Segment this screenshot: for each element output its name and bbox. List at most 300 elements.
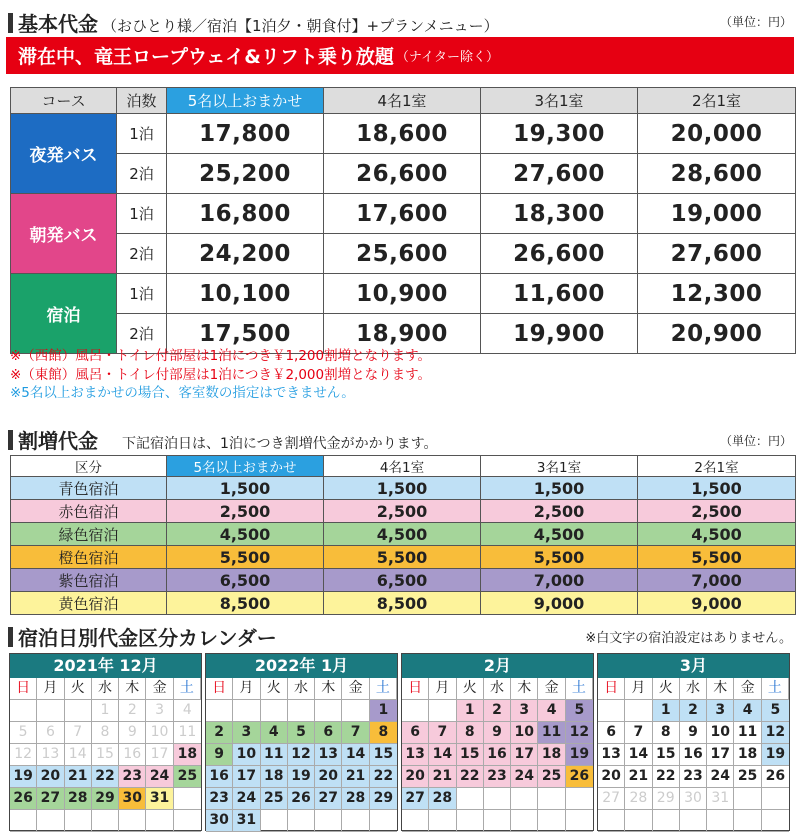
- weekday-cell: 金: [146, 678, 173, 700]
- base-header-cell: 泊数: [117, 88, 167, 114]
- day-cell: 12: [566, 722, 593, 744]
- day-cell: 24: [511, 766, 538, 788]
- weekday-cell: 土: [174, 678, 201, 700]
- day-cell: 26: [566, 766, 593, 788]
- extra-body: [11, 477, 796, 615]
- extra-row: [11, 569, 796, 592]
- day-cell: 24: [146, 766, 173, 788]
- empty-cell: [429, 810, 456, 832]
- empty-cell: [315, 810, 342, 832]
- day-cell: 10: [707, 722, 734, 744]
- day-cell: 5: [566, 700, 593, 722]
- calendar-month-title: 2月: [402, 654, 593, 678]
- day-cell: 29: [653, 788, 680, 810]
- day-cell: 18: [734, 744, 761, 766]
- day-cell: 16: [119, 744, 146, 766]
- base-section-title: [8, 8, 499, 37]
- base-subtitle: （おひとり様／宿泊【1泊夕・朝食付】+プランメニュー）: [102, 17, 499, 35]
- nights-cell: 2泊: [117, 314, 167, 354]
- weekday-cell: 火: [261, 678, 288, 700]
- extra-value-cell: 8,500: [324, 592, 481, 615]
- nights-cell: 1泊: [117, 114, 167, 154]
- day-cell: 9: [680, 722, 707, 744]
- weekday-cell: 月: [625, 678, 652, 700]
- empty-cell: [402, 700, 429, 722]
- day-cell: 23: [680, 766, 707, 788]
- price-cell: 17,800: [167, 114, 324, 154]
- day-cell: 7: [429, 722, 456, 744]
- day-cell: 21: [429, 766, 456, 788]
- day-cell: 13: [37, 744, 64, 766]
- empty-cell: [762, 788, 789, 810]
- day-cell: 18: [174, 744, 201, 766]
- day-cell: 1: [653, 700, 680, 722]
- extra-value-cell: 5,500: [481, 546, 638, 569]
- day-cell: 26: [762, 766, 789, 788]
- extra-subtitle: 下記宿泊日は、1泊につき割増代金がかかります。: [122, 436, 438, 452]
- empty-cell: [566, 788, 593, 810]
- day-cell: 17: [707, 744, 734, 766]
- base-price-table: [10, 87, 796, 354]
- price-cell: 26,600: [324, 154, 481, 194]
- day-cell: 7: [65, 722, 92, 744]
- day-cell: 20: [315, 766, 342, 788]
- weekday-cell: 日: [598, 678, 625, 700]
- empty-cell: [734, 810, 761, 832]
- base-row: [11, 234, 796, 274]
- price-cell: 19,900: [481, 314, 638, 354]
- day-cell: 27: [37, 788, 64, 810]
- day-cell: 22: [457, 766, 484, 788]
- weekday-cell: 日: [206, 678, 233, 700]
- extra-value-cell: 6,500: [324, 569, 481, 592]
- price-cell: 25,600: [324, 234, 481, 274]
- nights-cell: 2泊: [117, 234, 167, 274]
- empty-cell: [429, 700, 456, 722]
- day-cell: 31: [707, 788, 734, 810]
- day-cell: 2: [119, 700, 146, 722]
- base-header-cell: 4名1室: [324, 88, 481, 114]
- extra-value-cell: 5,500: [324, 546, 481, 569]
- empty-cell: [261, 810, 288, 832]
- day-cell: 24: [233, 788, 260, 810]
- day-cell: 27: [315, 788, 342, 810]
- weekday-cell: 水: [680, 678, 707, 700]
- calendar-month: [597, 653, 790, 831]
- empty-cell: [538, 810, 565, 832]
- empty-cell: [342, 810, 369, 832]
- price-cell: 16,800: [167, 194, 324, 234]
- empty-cell: [734, 788, 761, 810]
- day-cell: 30: [119, 788, 146, 810]
- day-cell: 8: [653, 722, 680, 744]
- empty-cell: [653, 810, 680, 832]
- weekday-cell: 日: [10, 678, 37, 700]
- day-cell: 28: [625, 788, 652, 810]
- day-cell: 20: [37, 766, 64, 788]
- extra-value-cell: 9,000: [638, 592, 796, 615]
- day-cell: 6: [598, 722, 625, 744]
- price-cell: 18,900: [324, 314, 481, 354]
- base-row: [11, 154, 796, 194]
- empty-cell: [598, 700, 625, 722]
- day-cell: 19: [566, 744, 593, 766]
- day-cell: 14: [65, 744, 92, 766]
- day-cell: 22: [92, 766, 119, 788]
- day-cell: 26: [10, 788, 37, 810]
- extra-value-cell: 4,500: [481, 523, 638, 546]
- day-cell: 1: [92, 700, 119, 722]
- weekday-cell: 水: [92, 678, 119, 700]
- day-cell: 11: [174, 722, 201, 744]
- day-cell: 10: [146, 722, 173, 744]
- day-cell: 15: [653, 744, 680, 766]
- empty-cell: [174, 788, 201, 810]
- day-cell: 6: [402, 722, 429, 744]
- empty-cell: [402, 810, 429, 832]
- empty-cell: [625, 810, 652, 832]
- extra-value-cell: 1,500: [638, 477, 796, 500]
- day-cell: 11: [261, 744, 288, 766]
- price-cell: 28,600: [638, 154, 796, 194]
- price-cell: 20,900: [638, 314, 796, 354]
- calendar-month-title: 2022年 1月: [206, 654, 397, 678]
- weekday-cell: 月: [233, 678, 260, 700]
- empty-cell: [566, 810, 593, 832]
- empty-cell: [484, 810, 511, 832]
- price-cell: 10,100: [167, 274, 324, 314]
- banner-sub: （ナイター除く）: [395, 50, 499, 65]
- day-cell: 7: [342, 722, 369, 744]
- empty-cell: [174, 810, 201, 832]
- price-cell: 19,000: [638, 194, 796, 234]
- base-unit: （単位：円）: [719, 15, 792, 29]
- day-cell: 30: [680, 788, 707, 810]
- base-header-cell: 2名1室: [638, 88, 796, 114]
- day-cell: 19: [762, 744, 789, 766]
- day-cell: 28: [65, 788, 92, 810]
- extra-price-table: [10, 455, 796, 615]
- day-cell: 23: [119, 766, 146, 788]
- weekday-cell: 月: [429, 678, 456, 700]
- weekday-cell: 月: [37, 678, 64, 700]
- calendar-title: 宿泊日別代金区分カレンダー: [18, 626, 277, 650]
- day-cell: 25: [261, 788, 288, 810]
- day-cell: 15: [370, 744, 397, 766]
- calendar-grid: [402, 678, 593, 832]
- empty-cell: [233, 700, 260, 722]
- extra-value-cell: 1,500: [167, 477, 324, 500]
- day-cell: 4: [538, 700, 565, 722]
- extra-row: [11, 592, 796, 615]
- extra-header-cell: 4名1室: [324, 456, 481, 477]
- empty-cell: [342, 700, 369, 722]
- price-cell: 17,500: [167, 314, 324, 354]
- day-cell: 25: [538, 766, 565, 788]
- empty-cell: [538, 788, 565, 810]
- calendar-section-title: [8, 622, 277, 651]
- course-cell: 朝発バス: [11, 194, 117, 274]
- extra-label-cell: 青色宿泊: [11, 477, 167, 500]
- day-cell: 18: [261, 766, 288, 788]
- day-cell: 5: [762, 700, 789, 722]
- empty-cell: [457, 788, 484, 810]
- day-cell: 12: [762, 722, 789, 744]
- empty-cell: [261, 700, 288, 722]
- weekday-cell: 金: [342, 678, 369, 700]
- day-cell: 9: [206, 744, 233, 766]
- price-cell: 25,200: [167, 154, 324, 194]
- day-cell: 15: [457, 744, 484, 766]
- day-cell: 13: [402, 744, 429, 766]
- day-cell: 13: [315, 744, 342, 766]
- weekday-cell: 土: [370, 678, 397, 700]
- price-cell: 17,600: [324, 194, 481, 234]
- empty-cell: [10, 700, 37, 722]
- day-cell: 13: [598, 744, 625, 766]
- day-cell: 5: [10, 722, 37, 744]
- weekday-cell: 木: [315, 678, 342, 700]
- extra-label-cell: 橙色宿泊: [11, 546, 167, 569]
- day-cell: 27: [598, 788, 625, 810]
- calendar-grid: [10, 678, 201, 832]
- empty-cell: [288, 810, 315, 832]
- extra-value-cell: 5,500: [167, 546, 324, 569]
- day-cell: 6: [315, 722, 342, 744]
- extra-value-cell: 1,500: [324, 477, 481, 500]
- base-header-cell: コース: [11, 88, 117, 114]
- empty-cell: [370, 810, 397, 832]
- weekday-cell: 木: [511, 678, 538, 700]
- day-cell: 2: [680, 700, 707, 722]
- calendar-month: [205, 653, 398, 831]
- weekday-cell: 火: [653, 678, 680, 700]
- price-cell: 18,300: [481, 194, 638, 234]
- day-cell: 7: [625, 722, 652, 744]
- day-cell: 29: [92, 788, 119, 810]
- extra-value-cell: 4,500: [324, 523, 481, 546]
- day-cell: 31: [233, 810, 260, 832]
- weekday-cell: 水: [484, 678, 511, 700]
- day-cell: 17: [511, 744, 538, 766]
- day-cell: 22: [653, 766, 680, 788]
- course-cell: 夜発バス: [11, 114, 117, 194]
- empty-cell: [457, 810, 484, 832]
- base-header-cell: 5名以上おまかせ: [167, 88, 324, 114]
- banner-main: 滞在中、竜王ロープウェイ&リフト乗り放題: [18, 46, 394, 68]
- day-cell: 23: [484, 766, 511, 788]
- extra-row: [11, 477, 796, 500]
- extra-header-cell: 5名以上おまかせ: [167, 456, 324, 477]
- empty-cell: [37, 810, 64, 832]
- empty-cell: [65, 810, 92, 832]
- day-cell: 29: [370, 788, 397, 810]
- weekday-cell: 金: [734, 678, 761, 700]
- calendar-note: ※白文字の宿泊設定はありません。: [585, 631, 792, 646]
- extra-row: [11, 523, 796, 546]
- extra-value-cell: 8,500: [167, 592, 324, 615]
- note-line: ※5名以上おまかせの場合、客室数の指定はできません。: [10, 385, 355, 401]
- empty-cell: [680, 810, 707, 832]
- extra-row: [11, 546, 796, 569]
- day-cell: 31: [146, 788, 173, 810]
- extra-value-cell: 7,000: [481, 569, 638, 592]
- extra-label-cell: 赤色宿泊: [11, 500, 167, 523]
- day-cell: 17: [146, 744, 173, 766]
- empty-cell: [65, 700, 92, 722]
- day-cell: 2: [206, 722, 233, 744]
- day-cell: 4: [261, 722, 288, 744]
- extra-title: 割増代金: [18, 429, 98, 453]
- day-cell: 25: [734, 766, 761, 788]
- calendar-grid: [206, 678, 397, 832]
- day-cell: 5: [288, 722, 315, 744]
- empty-cell: [511, 788, 538, 810]
- price-cell: 20,000: [638, 114, 796, 154]
- day-cell: 22: [370, 766, 397, 788]
- day-cell: 11: [734, 722, 761, 744]
- empty-cell: [511, 810, 538, 832]
- empty-cell: [146, 810, 173, 832]
- extra-value-cell: 5,500: [638, 546, 796, 569]
- day-cell: 16: [206, 766, 233, 788]
- weekday-cell: 金: [538, 678, 565, 700]
- price-cell: 12,300: [638, 274, 796, 314]
- price-cell: 19,300: [481, 114, 638, 154]
- day-cell: 14: [342, 744, 369, 766]
- extra-header-row: [11, 456, 796, 477]
- day-cell: 30: [206, 810, 233, 832]
- day-cell: 3: [707, 700, 734, 722]
- extra-value-cell: 2,500: [481, 500, 638, 523]
- base-header-row: [11, 88, 796, 114]
- weekday-cell: 火: [457, 678, 484, 700]
- day-cell: 1: [457, 700, 484, 722]
- title-bar-decoration: [8, 13, 13, 33]
- extra-label-cell: 紫色宿泊: [11, 569, 167, 592]
- nights-cell: 1泊: [117, 194, 167, 234]
- nights-cell: 1泊: [117, 274, 167, 314]
- calendar-month-title: 3月: [598, 654, 789, 678]
- price-cell: 18,600: [324, 114, 481, 154]
- day-cell: 16: [680, 744, 707, 766]
- day-cell: 10: [233, 744, 260, 766]
- empty-cell: [762, 810, 789, 832]
- day-cell: 3: [233, 722, 260, 744]
- weekday-cell: 土: [566, 678, 593, 700]
- note-line: ※（東館）風呂・トイレ付部屋は1泊につき￥2,000割増となります。: [10, 366, 432, 383]
- extra-unit: （単位：円）: [719, 434, 792, 448]
- empty-cell: [315, 700, 342, 722]
- extra-value-cell: 9,000: [481, 592, 638, 615]
- day-cell: 21: [65, 766, 92, 788]
- day-cell: 9: [119, 722, 146, 744]
- day-cell: 11: [538, 722, 565, 744]
- day-cell: 8: [92, 722, 119, 744]
- base-notes: [10, 347, 431, 403]
- extra-header-cell: 3名1室: [481, 456, 638, 477]
- empty-cell: [625, 700, 652, 722]
- price-cell: 10,900: [324, 274, 481, 314]
- day-cell: 4: [734, 700, 761, 722]
- weekday-cell: 土: [762, 678, 789, 700]
- weekday-cell: 火: [65, 678, 92, 700]
- day-cell: 21: [342, 766, 369, 788]
- day-cell: 15: [92, 744, 119, 766]
- weekday-cell: 日: [402, 678, 429, 700]
- extra-value-cell: 2,500: [638, 500, 796, 523]
- extra-value-cell: 1,500: [481, 477, 638, 500]
- base-body: [11, 114, 796, 354]
- day-cell: 19: [10, 766, 37, 788]
- day-cell: 10: [511, 722, 538, 744]
- base-row: [11, 114, 796, 154]
- extra-value-cell: 2,500: [324, 500, 481, 523]
- day-cell: 24: [707, 766, 734, 788]
- day-cell: 14: [625, 744, 652, 766]
- day-cell: 28: [429, 788, 456, 810]
- day-cell: 19: [288, 766, 315, 788]
- base-row: [11, 194, 796, 234]
- weekday-cell: 水: [288, 678, 315, 700]
- benefit-banner: [6, 37, 794, 74]
- calendar-month-title: 2021年 12月: [10, 654, 201, 678]
- calendar-grid: [598, 678, 789, 832]
- calendar-month: [401, 653, 594, 831]
- extra-row: [11, 500, 796, 523]
- empty-cell: [37, 700, 64, 722]
- day-cell: 14: [429, 744, 456, 766]
- day-cell: 9: [484, 722, 511, 744]
- course-cell: 宿泊: [11, 274, 117, 354]
- empty-cell: [119, 810, 146, 832]
- extra-header-cell: 2名1室: [638, 456, 796, 477]
- nights-cell: 2泊: [117, 154, 167, 194]
- price-cell: 27,600: [481, 154, 638, 194]
- extra-value-cell: 6,500: [167, 569, 324, 592]
- base-row: [11, 274, 796, 314]
- day-cell: 12: [10, 744, 37, 766]
- day-cell: 25: [174, 766, 201, 788]
- day-cell: 20: [598, 766, 625, 788]
- price-cell: 27,600: [638, 234, 796, 274]
- extra-value-cell: 2,500: [167, 500, 324, 523]
- note-line: ※（西館）風呂・トイレ付部屋は1泊につき￥1,200割増となります。: [10, 348, 432, 364]
- extra-header-cell: 区分: [11, 456, 167, 477]
- extra-value-cell: 4,500: [638, 523, 796, 546]
- empty-cell: [288, 700, 315, 722]
- day-cell: 12: [288, 744, 315, 766]
- extra-label-cell: 黄色宿泊: [11, 592, 167, 615]
- day-cell: 3: [146, 700, 173, 722]
- day-cell: 3: [511, 700, 538, 722]
- day-cell: 6: [37, 722, 64, 744]
- day-cell: 18: [538, 744, 565, 766]
- price-cell: 11,600: [481, 274, 638, 314]
- day-cell: 21: [625, 766, 652, 788]
- base-header-cell: 3名1室: [481, 88, 638, 114]
- day-cell: 28: [342, 788, 369, 810]
- empty-cell: [598, 810, 625, 832]
- day-cell: 8: [457, 722, 484, 744]
- extra-value-cell: 7,000: [638, 569, 796, 592]
- day-cell: 27: [402, 788, 429, 810]
- calendar-month: [9, 653, 202, 831]
- price-cell: 24,200: [167, 234, 324, 274]
- day-cell: 17: [233, 766, 260, 788]
- day-cell: 26: [288, 788, 315, 810]
- title-bar-decoration: [8, 430, 13, 450]
